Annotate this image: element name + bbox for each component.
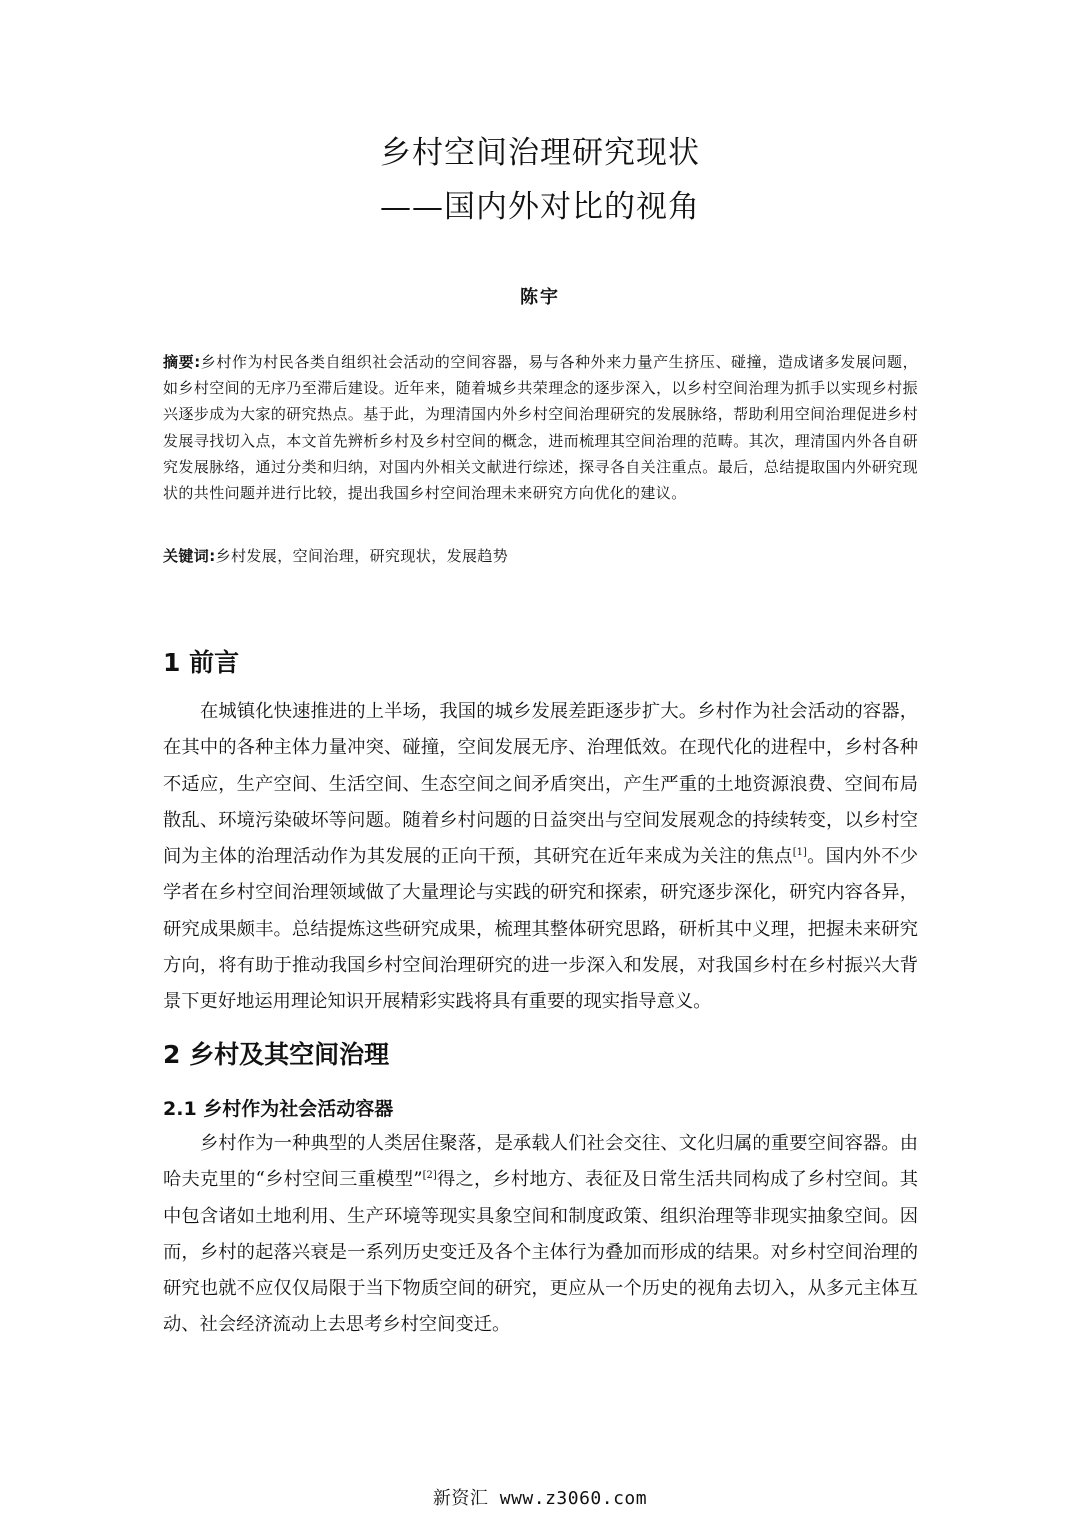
section-heading-preface: 1 前言: [163, 648, 240, 677]
paragraph-text: 。国内外不少学者在乡村空间治理领域做了大量理论与实践的研究和探索，研究逐步深化，研究内容各异，研究成果颇丰。总结提炼这些研究成果，梳理其整体研究思路，研析其中义理，把握未来研究方向，将有助于推动我国乡村空间治理研究的进一步深入和发展，对我国乡村在乡村振兴大背景下更好地运用理论知识开展精彩实践将具有重要的现实指导意义。: [163, 846, 918, 1013]
footer-watermark: 新资汇 www.z3060.com: [432, 1488, 648, 1509]
abstract-text: 乡村作为村民各类自组织社会活动的空间容器，易与各种外来力量产生挤压、碰撞，造成诸多发展问题，如乡村空间的无序乃至滞后建设。近年来，随着城乡共荣理念的逐步深入，以乡村空间治理为抓手以实现乡村振兴逐步成为大家的研究热点。基于此，为理清国内外乡村空间治理研究的发展脉络，帮助利用空间治理促进乡村发展寻找切入点，本文首先辨析乡村及乡村空间的概念，进而梳理其空间治理的范畴。其次，理清国内外各自研究发展脉络，通过分类和归纳，对国内外相关文献进行综述，探寻各自关注重点。最后，总结提取国内外研究现状的共性问题并进行比较，提出我国乡村空间治理未来研究方向优化的建议。: [163, 353, 918, 503]
author-name: 陈宇: [520, 287, 560, 308]
keywords-label: 关键词:: [163, 547, 216, 565]
citation-ref: [2]: [422, 1170, 437, 1182]
abstract: [163, 349, 918, 506]
citation-ref: [1]: [792, 847, 807, 859]
paragraph-text: 得之，乡村地方、表征及日常生活共同构成了乡村空间。其中包含诸如土地利用、生产环境等现实具象空间和制度政策、组织治理等非现实抽象空间。因而，乡村的起落兴衰是一系列历史变迁及各个主体行为叠加而形成的结果。对乡村空间治理的研究也就不应仅仅局限于当下物质空间的研究，更应从一个历史的视角去切入，从多元主体互动、社会经济流动上去思考乡村空间变迁。: [163, 1169, 918, 1336]
paragraph-preface: [163, 694, 918, 1021]
paper-title: 乡村空间治理研究现状: [380, 135, 700, 171]
paragraph-text: 在城镇化快速推进的上半场，我国的城乡发展差距逐步扩大。乡村作为社会活动的容器，在其中的各种主体力量冲突、碰撞，空间发展无序、治理低效。在现代化的进程中，乡村各种不适应，生产空间、生活空间、生态空间之间矛盾突出，产生严重的土地资源浪费、空间布局散乱、环境污染破坏等问题。随着乡村问题的日益突出与空间发展观念的持续转变，以乡村空间为主体的治理活动作为其发展的正向干预，其研究在近年来成为关注的焦点: [163, 701, 918, 868]
paragraph-text: 乡村作为一种典型的人类居住聚落，是承载人们社会交往、文化归属的重要空间容器。由哈夫克里的“乡村空间三重模型”: [163, 1133, 918, 1191]
subsection-heading-container: 2.1 乡村作为社会活动容器: [163, 1098, 394, 1120]
section-heading-rural-governance: 2 乡村及其空间治理: [163, 1040, 390, 1069]
abstract-label: 摘要:: [163, 353, 201, 371]
title-block: [0, 128, 1080, 232]
paragraph-container: [163, 1126, 918, 1344]
keywords: [163, 543, 918, 569]
keywords-text: 乡村发展，空间治理，研究现状，发展趋势: [215, 547, 509, 565]
paper-subtitle: ——国内外对比的视角: [380, 189, 700, 225]
